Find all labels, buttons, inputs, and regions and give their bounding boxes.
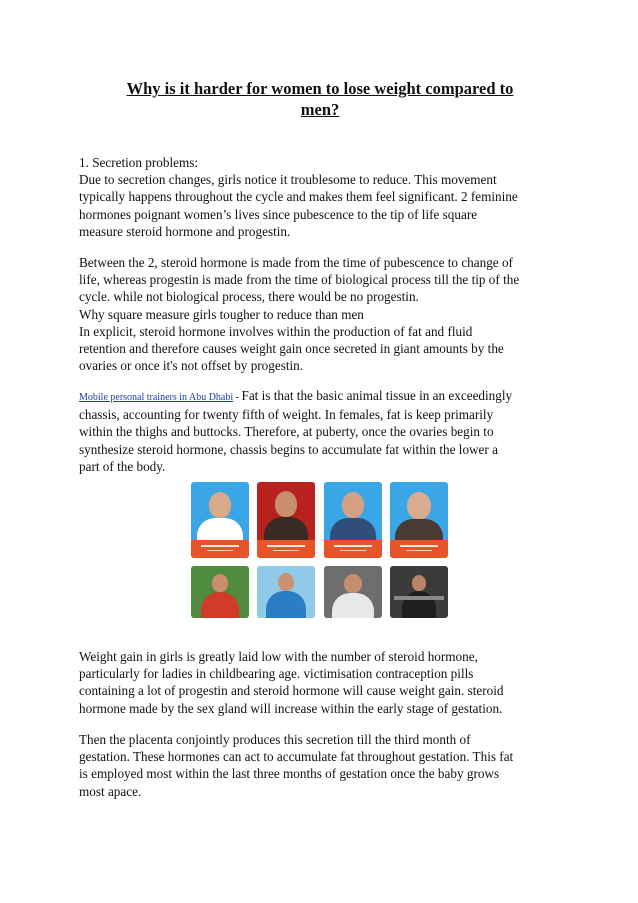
paragraph-placenta <box>79 731 565 800</box>
text-line: is employed most within the last three months of gestation once the baby grows <box>79 766 500 782</box>
paragraph-fat-tissue <box>79 387 565 475</box>
title-line-1: Why is it harder for women to lose weight compared to <box>126 79 514 98</box>
text-line: hormone made by the sex gland will increase within the early stage of gestation. <box>79 700 503 716</box>
text-line: In explicit, steroid hormone involves within the production of fat and fluid <box>79 323 473 339</box>
trainers-link[interactable]: Mobile personal trainers in Abu Dhabi <box>79 392 234 403</box>
text-line: Due to secretion changes, girls notice it troublesome to reduce. This movement <box>79 172 497 188</box>
text-line: most apace. <box>79 783 142 799</box>
text-line: synthesize steroid hormone, chassis begins to accumulate fat within the lower a <box>79 441 498 457</box>
text-line: Between the 2, steroid hormone is made from the time of pubescence to change of <box>79 255 513 270</box>
link-separator: - <box>233 392 242 403</box>
text-line: particularly for ladies in childbearing age. victimisation contraception pills <box>79 666 474 682</box>
trainer-photo <box>342 492 364 518</box>
trainer-photo <box>390 566 448 618</box>
paragraph-steroid-progestin <box>79 254 565 374</box>
page-title <box>80 78 560 120</box>
trainer-name-badge <box>191 540 249 558</box>
text-line: Why square measure girls tougher to reduce than men <box>79 306 364 322</box>
text-line: 1. Secretion problems: <box>79 155 199 170</box>
text-span: Fat is that the basic animal tissue in an exceedingly <box>241 388 513 403</box>
text-line: ovaries or once it's not offset by progestin. <box>79 358 304 374</box>
text-line: containing a lot of progestin and steroid hormone will cause weight gain. steroid <box>79 683 504 699</box>
trainer-photo <box>275 491 297 517</box>
title-line-2: men? <box>300 100 340 119</box>
trainer-photo <box>324 566 382 618</box>
text-line: life, whereas progestin is made from the time of biological process till the tip of the <box>79 272 520 288</box>
text-line: cycle. while not biological process, there would be no progestin. <box>79 289 419 305</box>
text-line: typically happens throughout the cycle and makes them feel significant. 2 feminine <box>79 189 518 205</box>
text-line <box>79 387 565 406</box>
gym-bar <box>394 596 444 600</box>
trainer-name-badge <box>324 540 382 558</box>
trainer-name-badge <box>257 540 315 558</box>
trainer-card <box>191 482 249 558</box>
text-line: Then the placenta conjointly produces this secretion till the third month of <box>79 732 471 747</box>
trainer-photo <box>209 492 231 518</box>
text-line: gestation. These hormones can act to accumulate fat throughout gestation. This fat <box>79 749 514 765</box>
trainer-name-badge <box>390 540 448 558</box>
text-line: measure steroid hormone and progestin. <box>79 223 291 239</box>
text-line: retention and therefore causes weight gain once secreted in giant amounts by the <box>79 341 504 357</box>
trainer-card <box>257 482 315 558</box>
text-line: hormones poignant women’s lives since pubescence to the tip of life square <box>79 206 478 222</box>
trainer-card <box>390 482 448 558</box>
trainer-photo <box>407 492 431 519</box>
trainer-photo <box>257 566 315 618</box>
paragraph-weight-gain <box>79 648 565 717</box>
text-line: Weight gain in girls is greatly laid low with the number of steroid hormone, <box>79 649 478 664</box>
trainer-card <box>324 482 382 558</box>
paragraph-secretion-problems <box>79 154 565 240</box>
text-line: within the thighs and buttocks. Therefore, at puberty, once the ovaries begin to <box>79 424 494 440</box>
text-line: part of the body. <box>79 458 166 474</box>
text-line: chassis, accounting for twenty fifth of weight. In females, fat is keep primarily <box>79 407 494 423</box>
trainer-photo <box>191 566 249 618</box>
trainers-photo-grid <box>191 482 448 618</box>
